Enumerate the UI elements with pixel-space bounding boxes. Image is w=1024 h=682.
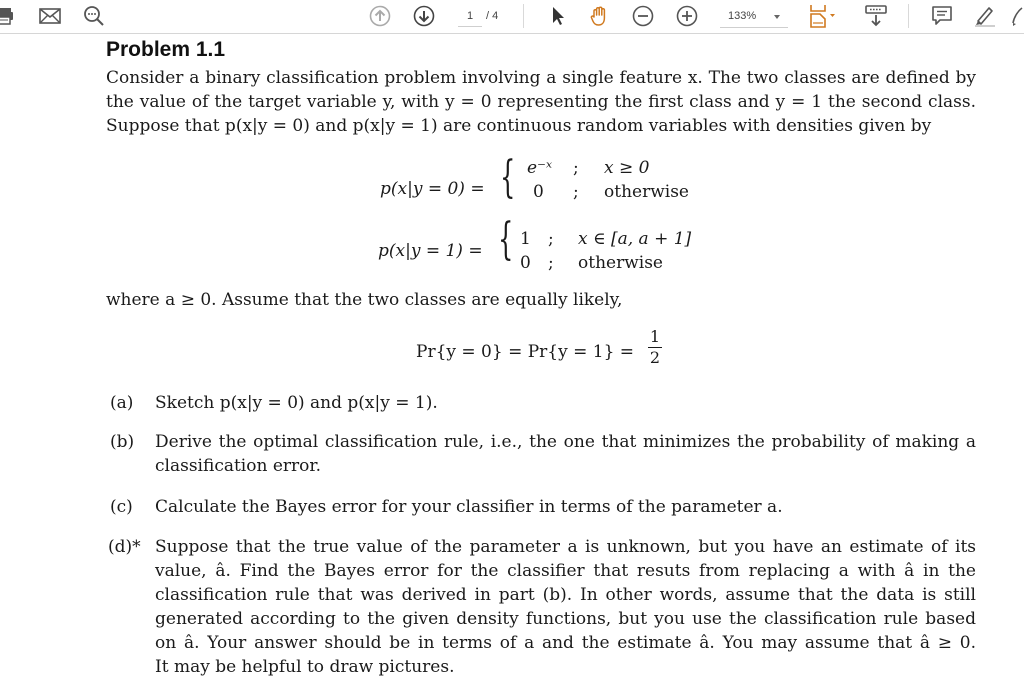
part-text: Calculate the Bayes error for your classifier in terms of the parameter a. (155, 497, 783, 517)
equation-lhs: p(x|y = 0) = (380, 179, 485, 199)
page-number-input[interactable]: 1 (458, 8, 482, 27)
intro-line: the value of the target variable y, with y = 0 representing the first class and y = 1 the second class. (106, 92, 976, 112)
case-separator: ; (573, 158, 579, 178)
email-icon[interactable] (38, 4, 62, 28)
zoom-level-dropdown[interactable] (720, 7, 788, 28)
part-text: value, â. Find the Bayes error for the classifier that resuts from replacing a with â in the (155, 561, 976, 581)
part-text: generated according to the given density functions, but you use the classification rule based (155, 609, 976, 629)
toolbar-divider (523, 4, 524, 28)
part-text: Derive the optimal classification rule, i.e., the one that minimizes the probability of making a (155, 432, 976, 452)
problem-title: Problem 1.1 (106, 38, 226, 61)
intro-line: Suppose that p(x|y = 0) and p(x|y = 1) are continuous random variables with densities given by (106, 116, 932, 136)
part-text: Suppose that the true value of the parameter a is unknown, but you have an estimate of its (155, 537, 976, 557)
fraction-numerator: 1 (649, 327, 661, 346)
pdf-page (0, 34, 1024, 682)
part-label: (a) (110, 393, 134, 413)
case-value: 0 (520, 253, 531, 273)
fraction-one-half (648, 328, 662, 367)
highlight-pen-icon[interactable] (972, 4, 996, 28)
zoom-level-value: 133% (728, 10, 757, 22)
toolbar-divider (908, 4, 909, 28)
part-text: on â. Your answer should be in terms of a and the estimate â. You may assume that â ≥ 0. (155, 633, 976, 653)
scroll-mode-icon[interactable] (864, 4, 888, 28)
cursor-arrow-icon[interactable] (546, 4, 570, 28)
intro-paragraph (106, 66, 976, 138)
case-value: e⁻ˣ (527, 158, 553, 178)
fraction-denominator: 2 (649, 348, 661, 367)
zoom-in-icon[interactable] (675, 4, 699, 28)
case-condition: x ≥ 0 (604, 158, 650, 178)
intro-line: Consider a binary classification problem involving a single feature x. The two classes are defined by (106, 68, 976, 88)
page-total: / 4 (486, 10, 499, 22)
fit-page-icon[interactable] (808, 4, 838, 28)
part-label: (b) (110, 432, 135, 452)
case-separator: ; (548, 229, 554, 249)
case-value: 0 (533, 182, 544, 202)
brace: { (498, 214, 514, 265)
part-text: Sketch p(x|y = 0) and p(x|y = 1). (155, 393, 438, 413)
arrow-down-circle-icon[interactable] (412, 4, 436, 28)
case-separator: ; (548, 253, 554, 273)
hand-tool-icon[interactable] (588, 4, 612, 28)
brace: { (500, 152, 516, 203)
where-line: where a ≥ 0. Assume that the two classes are equally likely, (106, 290, 623, 310)
arrow-up-circle-icon[interactable] (368, 4, 392, 28)
comment-icon[interactable] (930, 4, 954, 28)
draw-icon[interactable] (1012, 4, 1024, 28)
case-condition: x ∈ [a, a + 1] (578, 229, 692, 249)
search-icon[interactable] (82, 4, 106, 28)
case-value: 1 (520, 229, 531, 249)
case-condition: otherwise (578, 253, 663, 273)
pdf-toolbar (0, 0, 1024, 34)
prior-lhs: Pr{y = 0} = Pr{y = 1} = (416, 342, 635, 362)
case-separator: ; (573, 182, 579, 202)
print-icon[interactable] (0, 4, 18, 28)
chevron-down-icon (774, 15, 780, 19)
part-text: classification rule that was derived in part (b). In other words, assume that the data is still (155, 585, 976, 605)
part-text: classification error. (155, 456, 322, 476)
part-label: (d)* (108, 537, 141, 557)
zoom-out-icon[interactable] (631, 4, 655, 28)
part-text: It may be helpful to draw pictures. (155, 657, 455, 677)
case-condition: otherwise (604, 182, 689, 202)
part-label: (c) (110, 497, 133, 517)
equation-lhs: p(x|y = 1) = (378, 241, 483, 261)
